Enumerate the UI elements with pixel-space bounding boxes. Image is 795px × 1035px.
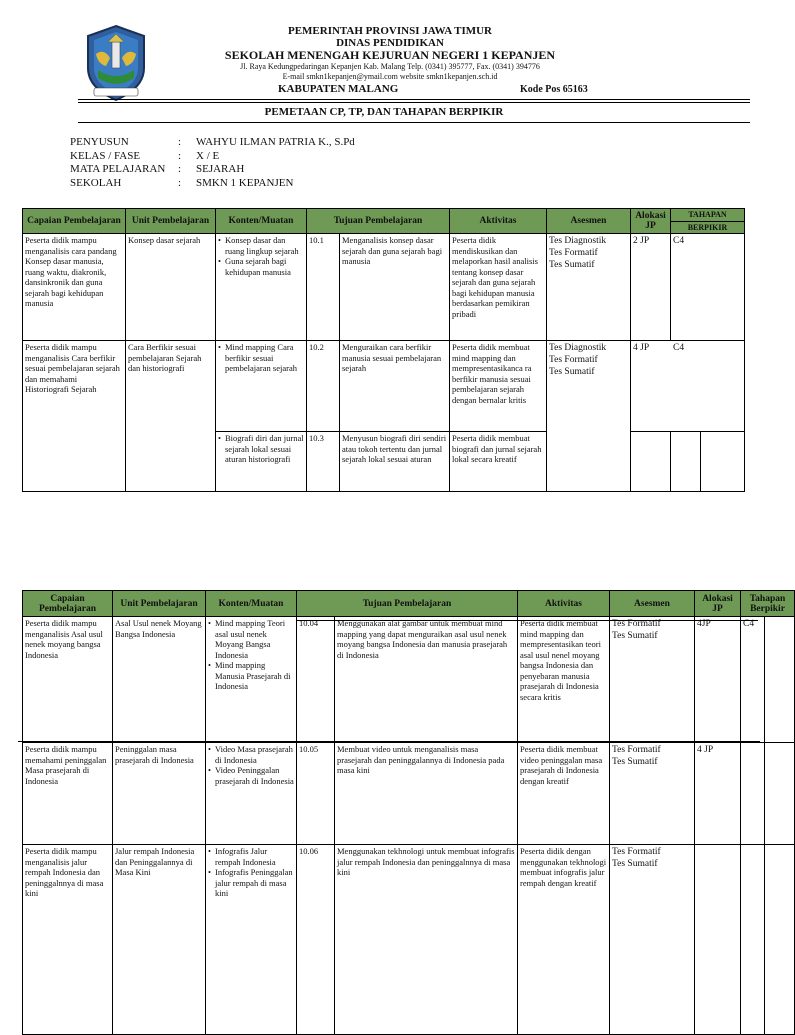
mapping-table-2 (22, 590, 795, 1035)
tp-cell: Menggunakan alat gambar untuk membuat mind mapping yang dapat menguraikan asal usul nenek moyang bangsa Indonesia dan manusia prasejarah di Indonesia (335, 617, 518, 743)
identity-label: SEKOLAH (70, 176, 122, 189)
table-row (23, 341, 745, 432)
header-alokasi: Alokasi JP (631, 209, 671, 234)
letterhead-divider-thin (78, 102, 750, 103)
header-unit: Unit Pembelajaran (113, 591, 206, 617)
aktivitas-cell: Peserta didik membuat video peninggalan masa prasejarah di Indonesia dengan kreatif (518, 743, 610, 845)
konten-item: • Video Peninggalan prasejarah di Indonesia (208, 765, 294, 786)
asesmen-item: Tes Formatif (549, 248, 598, 258)
konten-item: • Mind mapping Manusia Prasejarah di Indonesia (208, 660, 294, 692)
identity-row-sekolah (70, 177, 355, 191)
asesmen-item: Tes Formatif (612, 745, 661, 755)
konten-cell (216, 432, 307, 492)
letterhead-divider (78, 99, 750, 100)
unit-cell: Konsep dasar sejarah (126, 234, 216, 341)
identity-label: PENYUSUN (70, 136, 129, 148)
aktivitas-cell: Peserta didik membuat mind mapping dan mempresentasikanca ra berfikir manusia sesuai pembelajaran sejarah dengan bernalar kritis (450, 341, 547, 432)
school-contact: E-mail smkn1kepanjen@ymail.com website smkn1kepanjen.sch.id (282, 72, 498, 81)
department-name: DINAS PENDIDIKAN (336, 37, 444, 49)
table-row (23, 743, 795, 845)
header-unit: Unit Pembelajaran (126, 209, 216, 234)
government-name: PEMERINTAH PROVINSI JAWA TIMUR (287, 25, 493, 37)
identity-label: KELAS / FASE (70, 149, 141, 162)
aktivitas-cell: Peserta didik membuat mind mapping dan mempresentasikan teori asal usul nenel moyang bangsa Indonesia dan penyebaran manusia prasejarah di Indonesia secara kritis (518, 617, 610, 743)
alokasi-value: 4 JP (633, 343, 650, 353)
header-aktivitas: Aktivitas (518, 591, 610, 617)
identity-row-penyusun (70, 136, 355, 150)
konten-item: • Mind mapping Teori asal usul nenek Moyang Bangsa Indonesia (208, 618, 294, 660)
konten-cell (216, 234, 307, 341)
header-tahapan: TAHAPAN (671, 209, 745, 222)
header-tujuan: Tujuan Pembelajaran (297, 591, 518, 617)
cp-cell: Peserta didik mampu menganalisis cara pandang Konsep dasar manusia, ruang waktu, diakronik, dansinkronik dan guna sejarah bagi kehidupan manusia (23, 234, 126, 341)
tahapan-extra-cell (765, 743, 795, 845)
document-title: PEMETAAN CP, TP, DAN TAHAPAN BERPIKIR (264, 106, 504, 118)
asesmen-item: Tes Sumatif (612, 859, 658, 869)
identity-separator: : (178, 136, 182, 148)
identity-block (70, 136, 355, 190)
konten-item: • Biografi diri dan jurnal sejarah lokal sesuai aturan historiografi (218, 433, 304, 465)
tp-cell: Menguraikan cara berfikir manusia sesuai pembelajaran sejarah (340, 341, 450, 432)
header-capaian: Capaian Pembelajaran (23, 209, 126, 234)
identity-value: X / E (196, 149, 220, 162)
tp-number-cell: 10.3 (307, 432, 340, 492)
tahapan-value: C4 (673, 343, 685, 353)
tahapan-cell (741, 743, 765, 845)
tp-cell: Menggunakan tekhnologi untuk membuat infografis jalur rempah Indonesia dan peninggalnnya di masa kini (335, 845, 518, 1035)
tp-cell: Membuat video untuk menganalisis masa prasejarah dan peninggalannya di Indonesia pada masa kini (335, 743, 518, 845)
header-capaian: Capaian Pembelajaran (23, 591, 113, 617)
alokasi-cell: 4 JP (695, 743, 741, 845)
alokasi-cell: 4JP (695, 617, 741, 743)
tahapan-extra-cell (765, 845, 795, 1035)
identity-value: WAHYU ILMAN PATRIA K., S.Pd (196, 136, 355, 148)
header-tahapan: Tahapan Berpikir (741, 591, 795, 617)
asesmen-item: Tes Formatif (612, 847, 661, 857)
asesmen-item: Tes Formatif (612, 619, 661, 629)
unit-cell: Jalur rempah Indonesia dan Peninggalannya di Masa Kini (113, 845, 206, 1035)
tahapan-cell: C4 (741, 617, 765, 743)
tahapan-cell-empty (701, 432, 745, 492)
tahapan-cell: C4 (671, 234, 745, 341)
postal-code: Kode Pos 65163 (520, 84, 588, 95)
alokasi-tahapan-cell (631, 341, 745, 432)
alokasi-cell (695, 845, 741, 1035)
tp-number-cell: 10.06 (297, 845, 335, 1035)
asesmen-cell (610, 845, 695, 1035)
asesmen-item: Tes Diagnostik (549, 236, 607, 246)
identity-row-kelas (70, 150, 355, 164)
mapping-table-1 (22, 208, 745, 492)
konten-cell (206, 617, 297, 743)
school-address: Jl. Raya Kedungpedaringan Kepanjen Kab. Malang Telp. (0341) 395777, Fax. (0341) 394776 (240, 62, 540, 71)
aktivitas-cell: Peserta didik mendiskusikan dan melaporkan hasil analisis tentang konsep dasar sejarah dan guna sejarah bagi kehidupan manusia berdasarkan pemikiran pribadi (450, 234, 547, 341)
header-alokasi: Alokasi JP (695, 591, 741, 617)
cp-cell: Peserta didik mampu menganalisis jalur rempah Indonesia dan peninggalnnya di masa kini (23, 845, 113, 1035)
asesmen-cell (547, 341, 631, 492)
tp-cell: Menyusun biografi diri sendiri atau tokoh tertentu dan jurnal sejarah lokal sesuai aturan (340, 432, 450, 492)
tahapan-extra-cell (765, 617, 795, 743)
table-row (23, 617, 795, 743)
table-row (23, 845, 795, 1035)
cp-cell: Peserta didik mampu menganalisis Cara berfikir sesuai pembelajaran sejarah dan memahami Historiografi Sejarah (23, 341, 126, 492)
konten-item: • Infografis Jalur rempah Indonesia (208, 846, 294, 867)
identity-separator: : (178, 149, 182, 162)
school-name: SEKOLAH MENENGAH KEJURUAN NEGERI 1 KEPANJEN (224, 48, 556, 62)
header-asesmen: Asesmen (610, 591, 695, 617)
tp-cell: Menganalisis konsep dasar sejarah dan guna sejarah bagi manusia (340, 234, 450, 341)
asesmen-cell (547, 234, 631, 341)
unit-cell: Peninggalan masa prasejarah di Indonesia (113, 743, 206, 845)
identity-separator: : (178, 163, 182, 175)
alokasi-cell: 2 JP (631, 234, 671, 341)
tahapan-cell (741, 845, 765, 1035)
tp-number-cell: 10.05 (297, 743, 335, 845)
header-aktivitas: Aktivitas (450, 209, 547, 234)
alokasi-cell-empty (631, 432, 671, 492)
header-konten: Konten/Muatan (216, 209, 307, 234)
header-berpikir: BERPIKIR (671, 222, 745, 234)
konten-cell (216, 341, 307, 432)
konten-item: • Guna sejarah bagi kehidupan manusia (218, 256, 304, 277)
asesmen-cell (610, 743, 695, 845)
title-underline (78, 122, 750, 123)
konten-item: • Video Masa prasejarah di Indonesia (208, 744, 294, 765)
konten-item: • Mind mapping Cara berfikir sesuai pembelajaran sejarah (218, 342, 304, 374)
identity-separator: : (178, 176, 182, 189)
konten-cell (206, 743, 297, 845)
header-konten: Konten/Muatan (206, 591, 297, 617)
asesmen-item: Tes Sumatif (549, 260, 595, 270)
unit-cell: Asal Usul nenek Moyang Bangsa Indonesia (113, 617, 206, 743)
asesmen-item: Tes Sumatif (612, 631, 658, 641)
scan-strike-line (296, 620, 758, 621)
table-row (23, 234, 745, 341)
unit-cell: Cara Berfikir sesuai pembelajaran Sejarah dan historiografi (126, 341, 216, 492)
cp-cell: Peserta didik mampu menganalisis Asal usul nenek moyang bangsa Indonesia (23, 617, 113, 743)
asesmen-item: Tes Diagnostik (549, 343, 607, 353)
header-asesmen: Asesmen (547, 209, 631, 234)
identity-row-mapel (70, 163, 355, 177)
konten-item: • Infografis Peninggalan jalur rempah di masa kini (208, 867, 294, 899)
tahapan-cell-empty (671, 432, 701, 492)
asesmen-cell (610, 617, 695, 743)
scan-strike-line (18, 741, 760, 742)
tp-number-cell: 10.1 (307, 234, 340, 341)
identity-value: SMKN 1 KEPANJEN (196, 176, 294, 189)
cp-cell: Peserta didik mampu memahami peninggalan Masa prasejarah di Indonesia (23, 743, 113, 845)
konten-item: • Konsep dasar dan ruang lingkup sejarah (218, 235, 304, 256)
letterhead-text (190, 25, 590, 82)
aktivitas-cell: Peserta didik dengan menggunakan tekhnologi membuat infografis jalur rempah dengan kreatif (518, 845, 610, 1035)
identity-value: SEJARAH (196, 163, 245, 175)
east-java-seal-icon (84, 24, 148, 102)
regency-name: KABUPATEN MALANG (278, 83, 399, 95)
asesmen-item: Tes Sumatif (612, 757, 658, 767)
asesmen-item: Tes Sumatif (549, 367, 595, 377)
tp-number-cell: 10.2 (307, 341, 340, 432)
asesmen-item: Tes Formatif (549, 355, 598, 365)
aktivitas-cell: Peserta didik membuat biografi dan jurnal sejarah lokal secara kreatif (450, 432, 547, 492)
header-tujuan: Tujuan Pembelajaran (307, 209, 450, 234)
identity-label: MATA PELAJARAN (70, 163, 166, 175)
letterhead (0, 0, 768, 120)
konten-cell (206, 845, 297, 1035)
tp-number-cell: 10.04 (297, 617, 335, 743)
